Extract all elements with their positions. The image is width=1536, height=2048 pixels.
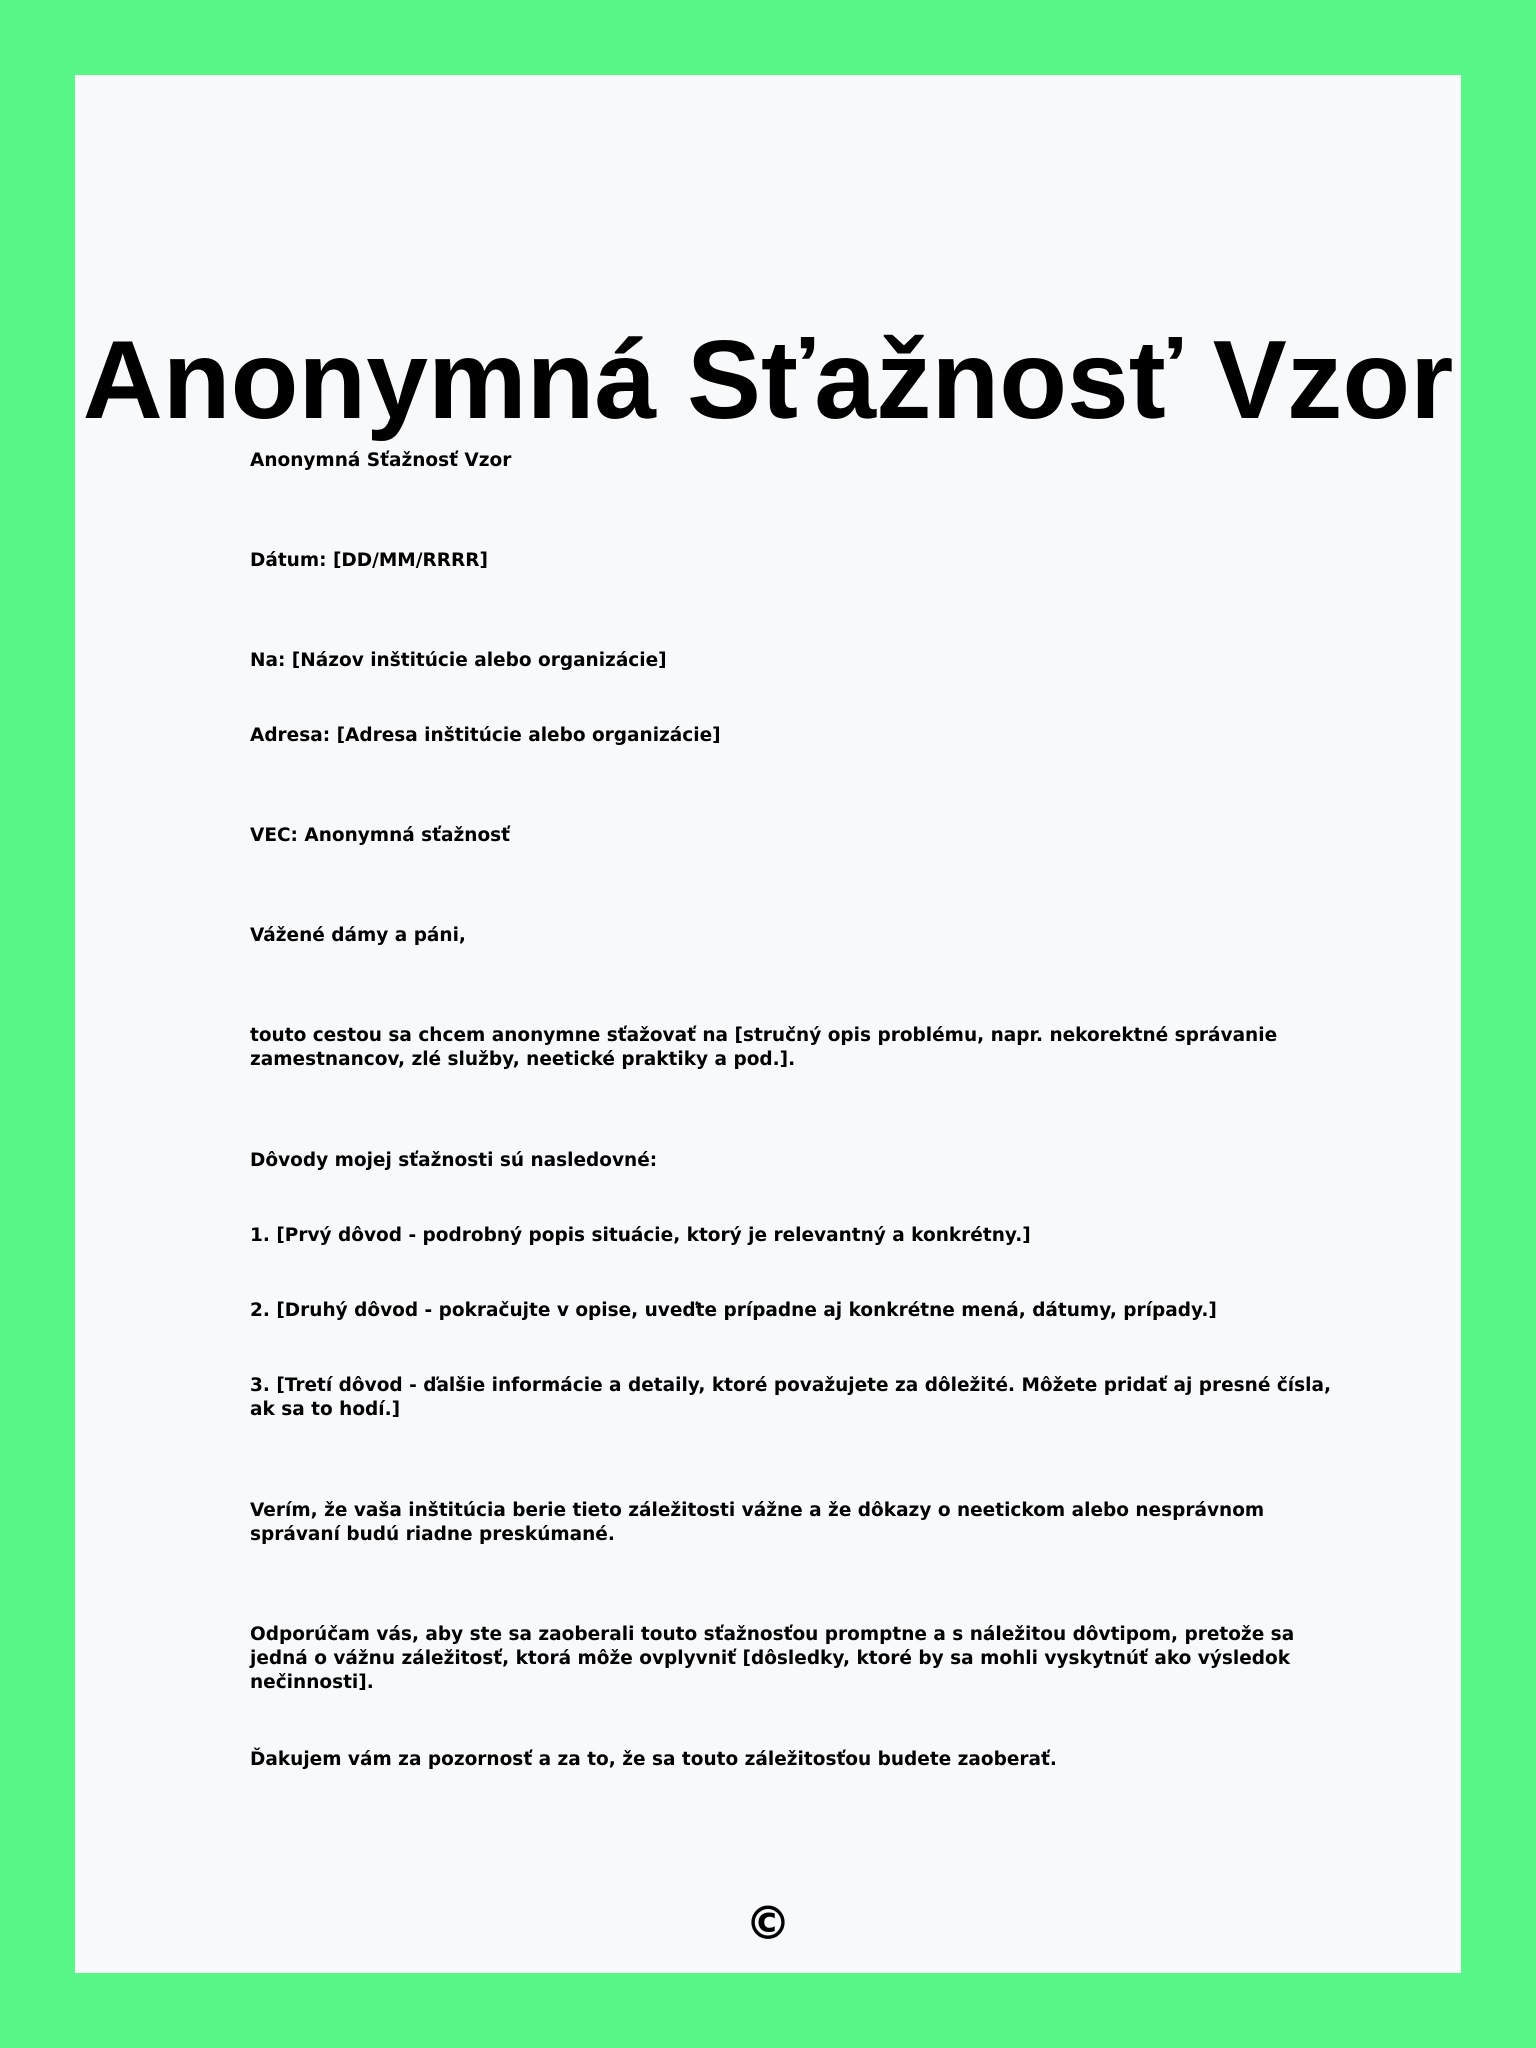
- reason-2: 2. [Druhý dôvod - pokračujte v opise, uveďte prípadne aj konkrétne mená, dátumy, prípady.]: [250, 1300, 1217, 1321]
- salutation: Vážené dámy a páni,: [250, 925, 466, 946]
- date-line: Dátum: [DD/MM/RRRR]: [250, 550, 488, 571]
- address-line: Adresa: [Adresa inštitúcie alebo organizácie]: [250, 725, 721, 746]
- reason-1: 1. [Prvý dôvod - podrobný popis situácie, ktorý je relevantný a konkrétny.]: [250, 1225, 1031, 1246]
- belief-paragraph: Verím, že vaša inštitúcia berie tieto záležitosti vážne a že dôkazy o neetickom alebo nesprávnom správaní budú riadne preskúmané.: [250, 1500, 1265, 1545]
- copyright-icon: ©: [745, 1896, 791, 1950]
- document-title: Anonymná Sťažnosť Vzor: [82, 318, 1454, 442]
- recommendation-paragraph: Odporúčam vás, aby ste sa zaoberali touto sťažnosťou promptne a s náležitou dôvtipom, pretože sa jedná o vážnu záležitosť, ktorá môže ovplyvniť [dôsledky, ktoré by sa mohli vyskytnúť ako výsledok nečinnosti].: [250, 1624, 1295, 1693]
- document-sheet: [75, 75, 1461, 1973]
- document-heading-line: Anonymná Sťažnosť Vzor: [250, 450, 512, 471]
- subject-line: VEC: Anonymná sťažnosť: [250, 825, 511, 846]
- reason-3: 3. [Tretí dôvod - ďalšie informácie a detaily, ktoré považujete za dôležité. Môžete pridať aj presné čísla, ak sa to hodí.]: [250, 1375, 1332, 1420]
- intro-paragraph: touto cestou sa chcem anonymne sťažovať na [stručný opis problému, napr. nekorektné správanie zamestnancov, zlé služby, neetické praktiky a pod.].: [250, 1025, 1278, 1070]
- closing-thanks: Ďakujem vám za pozornosť a za to, že sa touto záležitosťou budete zaoberať.: [250, 1749, 1057, 1770]
- recipient-line: Na: [Názov inštitúcie alebo organizácie]: [250, 650, 667, 671]
- reasons-heading: Dôvody mojej sťažnosti sú nasledovné:: [250, 1150, 658, 1171]
